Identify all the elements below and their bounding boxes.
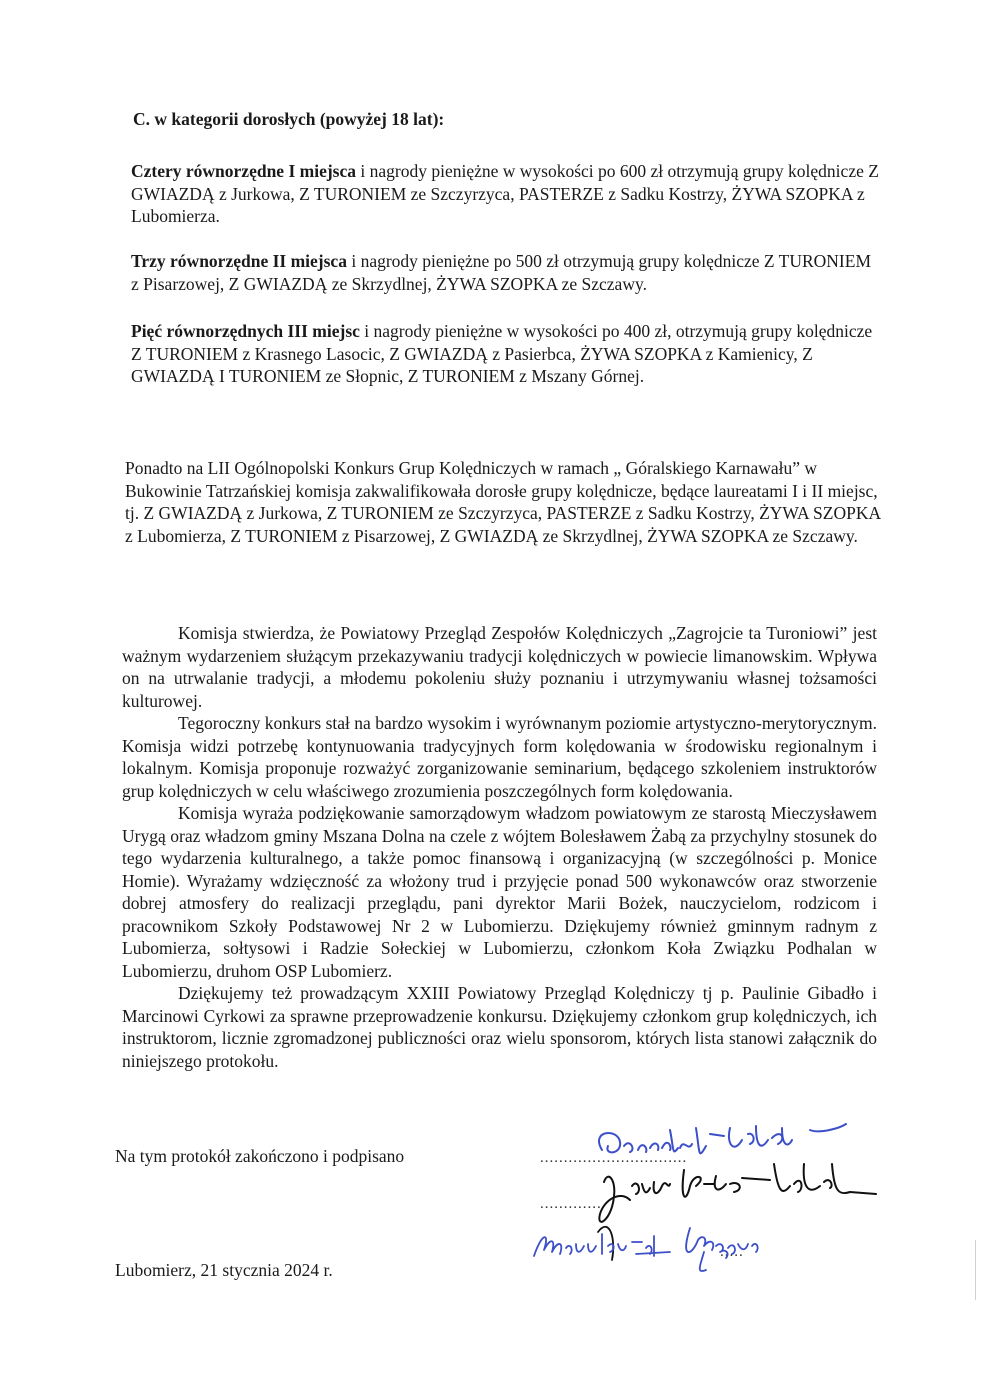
- conclusion-paragraph: Tegoroczny konkurs stał na bardzo wysokim i wyrównanym poziomie artystyczno-merytorycznym. Komisja widzi potrzebę kontynuowania tradycyjnych form kolędowania w środowisku regionalnym i lokalnym. Komisja proponuje rozważyć zorganizowanie seminarium, będącego szkoleniem instruktorów grup kolędniczych w celu właściwego zrozumienia poszczególnych form kolędowania.: [122, 713, 877, 801]
- signature-line: ...............................: [540, 1150, 688, 1166]
- signature-line: .............: [540, 1196, 602, 1212]
- closing-statement: Na tym protokół zakończono i podpisano: [115, 1146, 405, 1166]
- scan-edge-mark: [975, 1240, 976, 1300]
- first-place-paragraph: [131, 160, 881, 228]
- conclusion-paragraph: Dziękujemy też prowadzącym XXIII Powiatowy Przegląd Kolędniczy tj p. Paulinie Gibadło i Marcinowi Cyrkowi za sprawne przeprowadzenie konkursu. Dziękujemy członkom grup kolędniczych, ich instruktorom, licznie zgromadzonej publiczności oraz wielu sponsorom, których lista stanowi załącznik do niniejszego protokołu.: [122, 983, 877, 1071]
- section-heading: C. w kategorii dorosłych (powyżej 18 lat):: [133, 109, 445, 129]
- conclusions-section: [122, 622, 877, 1072]
- conclusion-paragraph: Komisja stwierdza, że Powiatowy Przegląd Zespołów Kolędniczych „Zagrojcie ta Turoniowi” jest ważnym wydarzeniem służącym przekazywaniu tradycji kolędniczych w powiecie limanowskim. Wpływa on na utrwalanie tradycji, a młodemu pokoleniu służy poznaniu i utrzymywaniu własnej tożsamości kulturowej.: [122, 623, 877, 711]
- second-place-paragraph: [131, 250, 881, 295]
- third-place-paragraph: [131, 320, 881, 388]
- third-place-label: Pięć równorzędnych III miejsc: [131, 321, 360, 341]
- second-place-text: i nagrody pieniężne po 500 zł otrzymują grupy kolędnicze Z TURONIEM z Pisarzowej, Z GWIAZDĄ ze Skrzydlnej, ŻYWA SZOPKA ze Szczawy.: [131, 251, 872, 294]
- third-place-text: i nagrody pieniężne w wysokości po 400 zł, otrzymują grupy kolędnicze Z TURONIEM z Krasnego Lasocic, Z GWIAZDĄ z Pasierbca, ŻYWA SZOPKA z Kamienicy, Z GWIAZDĄ I TURONIEM ze Słopnic, Z TURONIEM z Mszany Górnej.: [131, 321, 873, 386]
- signature-1: [599, 1124, 846, 1153]
- handwritten-signatures: [520, 1120, 900, 1280]
- signature-line: .....: [720, 1244, 744, 1260]
- second-place-label: Trzy równorzędne II miejsca: [131, 251, 347, 271]
- first-place-label: Cztery równorzędne I miejsca: [131, 161, 356, 181]
- conclusion-paragraph: Komisja wyraża podziękowanie samorządowym władzom powiatowym ze starostą Mieczysławem Urygą oraz władzom gminy Mszana Dolna na czele z wójtem Bolesławem Żabą za przychylny stosunek do tego wydarzenia kulturalnego, a także pomoc finansową i organizacyjną (w szczególności p. Monice Homie). Wyrażamy wdzięczność za włożony trud i przyjęcie ponad 500 wykonawców oraz stworzenie dobrej atmosfery do realizacji przeglądu, pani dyrektor Marii Bożek, nauczycielom, rodzicom i pracownikom Szkoły Podstawowej Nr 2 w Lubomierzu. Dziękujemy również gminnym radnym z Lubomierza, sołtysowi i Radzie Sołeckiej w Lubomierzu, członkom Koła Związku Podhalan w Lubomierzu, druhom OSP Lubomierz.: [122, 803, 877, 981]
- place-and-date: Lubomierz, 21 stycznia 2024 r.: [115, 1260, 333, 1280]
- signature-3: [534, 1228, 758, 1271]
- first-place-text: i nagrody pieniężne w wysokości po 600 zł otrzymują grupy kolędnicze Z GWIAZDĄ z Jurkowa, Z TURONIEM ze Szczyrzyca, PASTERZE z Sadku Kostrzy, ŻYWA SZOPKA z Lubomierza.: [131, 161, 879, 226]
- signature-2: [599, 1164, 876, 1222]
- qualification-paragraph: Ponadto na LII Ogólnopolski Konkurs Grup Kolędniczych w ramach „ Góralskiego Karnawału” w Bukowinie Tatrzańskiej komisja zakwalifikowała dorosłe grupy kolędnicze, będące laureatami I i II miejsc, tj. Z GWIAZDĄ z Jurkowa, Z TURONIEM ze Szczyrzyca, PASTERZE z Sadku Kostrzy, ŻYWA SZOPKA z Lubomierza, Z TURONIEM z Pisarzowej, Z GWIAZDĄ ze Skrzydlnej, ŻYWA SZOPKA ze Szczawy.: [125, 458, 881, 546]
